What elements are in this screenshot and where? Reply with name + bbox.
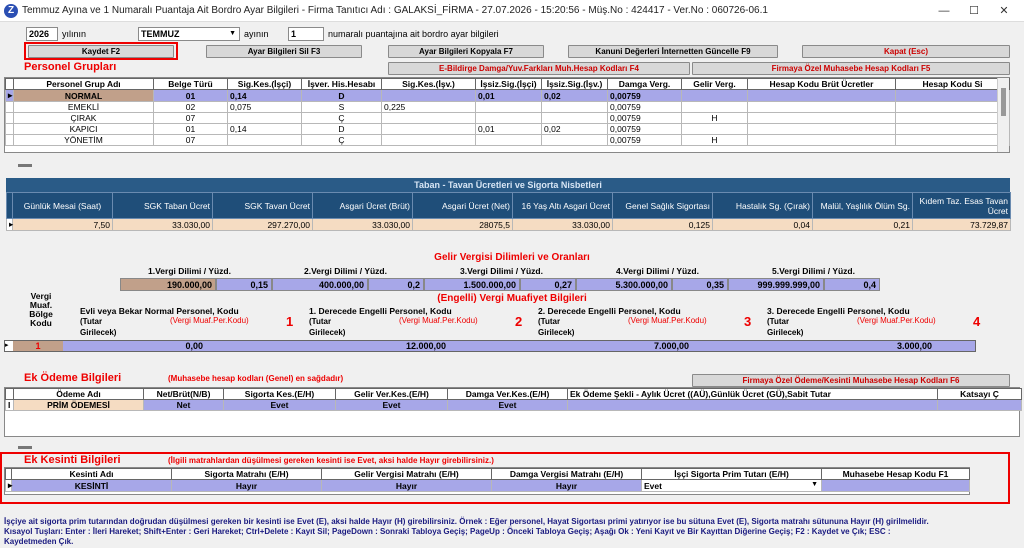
table-cell[interactable]: NORMAL [14,90,154,102]
personel-header: İşver. His.Hesabı [302,79,382,90]
table-cell[interactable]: 0,02 [542,124,608,135]
table-cell[interactable] [748,90,896,102]
table-cell[interactable] [476,135,542,146]
engelli-code-label: (Vergi Muaf.Per.Kodu) [857,316,936,325]
engelli-col-number: 1 [286,314,294,329]
table-cell[interactable]: EMEKLİ [14,102,154,113]
personel-scrollbar[interactable] [997,78,1009,152]
table-cell[interactable] [476,102,542,113]
kesinti-cell[interactable]: Hayır [492,480,642,492]
table-cell[interactable] [476,113,542,124]
kesinti-grid [4,467,970,495]
gelir-header: 2.Vergi Dilimi / Yüzd. [304,266,387,276]
personel-header: Gelir Verg. [682,79,748,90]
engelli-value[interactable]: 7.000,00 [653,341,689,351]
taban-value[interactable]: 0,04 [713,219,813,231]
table-cell[interactable]: H [682,135,748,146]
gelir-headers [120,266,900,276]
personel-table [5,78,1010,146]
table-cell[interactable]: Ç [302,135,382,146]
month-label: ayının [244,29,269,39]
row-pointer-icon: ▸ [6,480,12,492]
gelir-header: 4.Vergi Dilimi / Yüzd. [616,266,699,276]
save-button[interactable]: Kaydet F2 [28,45,174,58]
gelir-limit[interactable]: 1.500.000,00 [424,278,520,291]
odeme-header: Damga Ver.Kes.(E/H) [448,389,568,400]
personel-header: Belge Türü [154,79,228,90]
minimize-button[interactable]: — [938,5,950,17]
personel-header: Personel Grup Adı [14,79,154,90]
odeme-cell[interactable]: Net [144,400,224,411]
kesinti-cell[interactable] [822,480,970,492]
taban-header: Günlük Mesai (Saat) [13,193,113,219]
table-cell[interactable] [682,124,748,135]
personel-header: Sig.Kes.(İşçi) [228,79,302,90]
table-cell[interactable]: 0,14 [228,124,302,135]
taban-table [6,192,1011,231]
table-cell[interactable] [682,90,748,102]
engelli-tutar-label: (Tutar Girilecek) [80,317,117,337]
odeme-header: Sigorta Kes.(E/H) [224,389,336,400]
help-line-2: Kısayol Tuşları: Enter : İleri Hareket; Shift+Enter : Geri Hareket; Ctrl+Delete : Kayıt Sil; PageDown : Sonraki Tabloya Geçiş; PageUp : Önceki Tabloya Geçiş; Aşağı Ok : Yeni Kayıt ve Bir Kayıttan Diğerine Geçiş; F2 : Kaydet ve Çık; ESC : [4,527,891,536]
table-cell[interactable]: 01 [154,90,228,102]
odeme-header: Ödeme Adı [14,389,144,400]
table-cell[interactable]: 07 [154,113,228,124]
row-pointer-icon [6,102,14,113]
table-row[interactable] [6,113,1010,124]
odeme-cell[interactable]: Evet [224,400,336,411]
row-pointer-icon: ▸ [7,219,13,231]
table-row[interactable] [6,124,1010,135]
personel-section-title: Personel Grupları [24,61,117,73]
odeme-grid [4,387,1020,437]
taban-header: Asgari Ücret (Brüt) [313,193,413,219]
gelir-section-title: Gelir Vergisi Dilimleri ve Oranları [434,252,590,263]
engelli-code-label: (Vergi Muaf.Per.Kodu) [628,316,707,325]
table-cell[interactable]: 0,02 [542,90,608,102]
table-cell[interactable]: 07 [154,135,228,146]
table-cell[interactable] [896,113,1010,124]
engelli-row [4,340,976,352]
engelli-code-label: (Vergi Muaf.Per.Kodu) [170,316,249,325]
gelir-header: 5.Vergi Dilimi / Yüzd. [772,266,855,276]
help-line-1: İşçiye ait sigorta prim tutarından doğrudan düşülmesi gereken bir kesinti ise Evet (E), aksi halde Hayır (H) girebilirsiniz. Örnek : Eğer personel, Hayat Sigortası primi yatırıyor ise bu sütuna Evet (E), Sigorta matrahı sütununa Hayır (H) girilmelidir. [4,517,929,526]
firm-account-codes-button[interactable]: Firmaya Özel Muhasebe Hesap Kodları F5 [692,62,1010,75]
close-button[interactable]: Kapat (Esc) [802,45,1010,58]
gelir-rate[interactable]: 0,4 [824,278,880,291]
puantaj-input[interactable]: 1 [288,27,324,41]
taban-section-title: Taban - Tavan Ücretleri ve Sigorta Nisbetleri [6,178,1010,192]
table-cell[interactable]: 0,225 [382,102,476,113]
taban-value[interactable]: 7,50 [13,219,113,231]
personel-header: Sig.Kes.(İşv.) [382,79,476,90]
kesinti-cell[interactable]: KESİNTİ [12,480,172,492]
kesinti-header: Sigorta Matrahı (E/H) [172,469,322,480]
taban-header: SGK Taban Ücret [113,193,213,219]
sgk-prim-select-value: Evet [644,480,662,491]
gelir-header: 1.Vergi Dilimi / Yüzd. [148,266,231,276]
region-code-value[interactable]: 1 [13,341,63,351]
table-cell[interactable]: Ç [302,113,382,124]
window-title: Temmuz Ayına ve 1 Numaralı Puantaja Ait Bordro Ayar Bilgileri - Firma Tanıtıcı Adı : GALAKSİ_FİRMA - 27.07.2026 - 15:20:56 - Müş.No : 424417 - Ver.No : 060726-06.1 [22,5,768,16]
gelir-rate[interactable]: 0,35 [672,278,728,291]
table-cell[interactable] [382,135,476,146]
odeme-header: Katsayı Ç [938,389,1022,400]
table-cell[interactable]: KAPICI [14,124,154,135]
engelli-tutar-label: (Tutar Girilecek) [767,317,804,337]
help-line-3: Kaydetmeden Çık. [4,537,74,546]
personel-header: İşsiz.Sig.(İşv.) [542,79,608,90]
odeme-cell[interactable]: Evet [448,400,568,411]
month-select[interactable] [138,27,240,41]
chevron-down-icon[interactable]: ▼ [811,480,818,488]
table-cell[interactable] [382,113,476,124]
gelir-rate[interactable]: 0,2 [368,278,424,291]
table-cell[interactable]: 0,00759 [608,90,682,102]
engelli-col-header: 2. Derecede Engelli Personel, Kodu [538,306,681,316]
engelli-col-number: 2 [515,314,523,329]
maximize-button[interactable]: ☐ [969,5,979,17]
table-cell[interactable] [896,90,1010,102]
row-pointer-icon: ▸ [6,90,14,102]
row-pointer-icon: ▸ [5,341,13,351]
row-pointer-icon: I [6,400,14,411]
gelir-limit[interactable]: 400.000,00 [272,278,368,291]
table-cell[interactable]: 0,00759 [608,124,682,135]
gelir-values [120,278,910,291]
table-cell[interactable] [542,102,608,113]
taban-header: Malül, Yaşlılık Ölüm Sg. [813,193,913,219]
table-cell[interactable]: 02 [154,102,228,113]
taban-header: 16 Yaş Altı Asgari Ücret [513,193,613,219]
engelli-col-number: 3 [744,314,752,329]
table-cell[interactable] [542,135,608,146]
kesinti-header: İşçi Sigorta Prim Tutarı (E/H) [642,469,822,480]
table-row[interactable] [6,90,1010,102]
engelli-tutar-label: (Tutar Girilecek) [538,317,575,337]
engelli-value[interactable]: 0,00 [185,341,203,351]
taban-value[interactable]: 33.030,00 [513,219,613,231]
taban-header: Asgari Ücret (Net) [413,193,513,219]
gelir-rate[interactable]: 0,15 [216,278,272,291]
splitter-handle[interactable] [18,164,32,167]
odeme-header: Gelir Ver.Kes.(E/H) [336,389,448,400]
odeme-section-title: Ek Ödeme Bilgileri [24,372,122,384]
table-cell[interactable]: S [302,102,382,113]
region-code-label: Vergi Muaf. Bölge Kodu [29,291,53,328]
table-cell[interactable] [682,102,748,113]
table-cell[interactable] [542,113,608,124]
table-cell[interactable] [748,102,896,113]
puantaj-label: numaralı puantajına ait bordro ayar bilgileri [328,29,499,39]
kesinti-cell[interactable]: Hayır [172,480,322,492]
odeme-header: Net/Brüt(N/B) [144,389,224,400]
table-cell[interactable]: 01 [154,124,228,135]
table-cell[interactable]: 0,00759 [608,102,682,113]
table-cell[interactable] [896,135,1010,146]
year-input[interactable]: 2026 [26,27,58,41]
table-cell[interactable]: 0,00759 [608,113,682,124]
taban-header: Hastalık Sg. (Çırak) [713,193,813,219]
table-cell[interactable] [896,124,1010,135]
gelir-limit[interactable]: 5.300.000,00 [576,278,672,291]
taban-header: Kıdem Taz. Esas Tavan Ücret [913,193,1011,219]
ebildirge-codes-button[interactable]: E-Bildirge Damga/Yuv.Farkları Muh.Hesap Kodları F4 [388,62,690,75]
odeme-table [5,388,1022,411]
taban-value[interactable]: 33.030,00 [313,219,413,231]
row-pointer-icon [6,135,14,146]
splitter-handle-2[interactable] [18,446,32,449]
personel-header: Hesap Kodu Si [896,79,1010,90]
taban-header: SGK Tavan Ücret [213,193,313,219]
engelli-col-header: 1. Derecede Engelli Personel, Kodu [309,306,452,316]
chevron-down-icon: ▼ [229,30,236,37]
close-window-button[interactable]: ✕ [999,5,1009,17]
engelli-tutar-label: (Tutar Girilecek) [309,317,346,337]
engelli-headers [60,306,1020,340]
table-cell[interactable] [382,90,476,102]
table-cell[interactable]: 0,075 [228,102,302,113]
table-cell[interactable]: YÖNETİM [14,135,154,146]
table-cell[interactable]: ÇIRAK [14,113,154,124]
personel-grid [4,77,1010,153]
table-cell[interactable]: D [302,124,382,135]
update-online-button[interactable]: Kanuni Değerleri İnternetten Güncelle F9 [568,45,778,58]
row-pointer-icon [6,124,14,135]
gelir-limit[interactable]: 999.999.999,00 [728,278,824,291]
personel-header: İşsiz.Sig.(İşçi) [476,79,542,90]
table-cell[interactable] [382,124,476,135]
odeme-note: (Muhasebe hesap kodları (Genel) en sağdadır) [168,374,344,383]
delete-settings-button[interactable]: Ayar Bilgileri Sil F3 [206,45,362,58]
odeme-cell[interactable]: PRİM ÖDEMESİ [14,400,144,411]
table-row[interactable] [6,135,1010,146]
table-cell[interactable]: 0,14 [228,90,302,102]
copy-settings-button[interactable]: Ayar Bilgileri Kopyala F7 [388,45,544,58]
odeme-header: Ek Ödeme Şekli - Aylık Ücret ((AÜ),Günlük Ücret (GÜ),Sabit Tutar [568,389,938,400]
kesinti-section-title: Ek Kesinti Bilgileri [24,454,121,466]
engelli-value[interactable]: 12.000,00 [405,341,446,351]
gelir-rate[interactable]: 0,27 [520,278,576,291]
engelli-section-title: (Engelli) Vergi Muafiyet Bilgileri [437,293,587,304]
personel-header: Hesap Kodu Brüt Ücretler [748,79,896,90]
table-cell[interactable] [748,113,896,124]
taban-header: Genel Sağlık Sigortası [613,193,713,219]
firm-payment-codes-button[interactable]: Firmaya Özel Ödeme/Kesinti Muhasebe Hesap Kodları F6 [692,374,1010,387]
row-pointer-icon [6,113,14,124]
engelli-col-header: Evli veya Bekar Normal Personel, Kodu [80,306,239,316]
month-value: TEMMUZ [141,29,180,39]
table-cell[interactable]: H [682,113,748,124]
engelli-code-label: (Vergi Muaf.Per.Kodu) [399,316,478,325]
table-cell[interactable]: 0,01 [476,124,542,135]
table-cell[interactable] [228,113,302,124]
engelli-col-header: 3. Derecede Engelli Personel, Kodu [767,306,910,316]
taban-value[interactable]: 0,21 [813,219,913,231]
app-logo-icon: Z [4,4,18,18]
table-cell[interactable] [228,135,302,146]
engelli-col-number: 4 [973,314,981,329]
odeme-cell[interactable] [568,400,938,411]
odeme-cell[interactable] [938,400,1022,411]
odeme-cell[interactable]: Evet [336,400,448,411]
table-cell[interactable] [896,102,1010,113]
kesinti-cell[interactable]: Hayır [322,480,492,492]
taban-value[interactable]: 297.270,00 [213,219,313,231]
kesinti-header: Muhasebe Hesap Kodu F1 [822,469,970,480]
table-cell[interactable]: 0,00759 [608,135,682,146]
personel-header: Damga Verg. [608,79,682,90]
table-cell[interactable]: D [302,90,382,102]
taban-value[interactable]: 73.729,87 [913,219,1011,231]
kesinti-note: (İlgili matrahlardan düşülmesi gereken kesinti ise Evet, aksi halde Hayır girebilirsiniz.) [168,456,494,465]
kesinti-table [5,468,970,492]
help-text [4,517,1022,547]
table-cell[interactable]: 0,01 [476,90,542,102]
kesinti-cell[interactable] [642,480,822,492]
kesinti-header: Gelir Vergisi Matrahı (E/H) [322,469,492,480]
taban-value[interactable]: 0,125 [613,219,713,231]
gelir-limit[interactable]: 190.000,00 [120,278,216,291]
kesinti-header: Damga Vergisi Matrahı (E/H) [492,469,642,480]
table-row[interactable] [6,102,1010,113]
taban-value[interactable]: 33.030,00 [113,219,213,231]
kesinti-header: Kesinti Adı [12,469,172,480]
table-cell[interactable] [748,135,896,146]
engelli-value[interactable]: 3.000,00 [896,341,932,351]
table-cell[interactable] [748,124,896,135]
gelir-header: 3.Vergi Dilimi / Yüzd. [460,266,543,276]
year-label: yılının [62,29,87,39]
title-bar [0,0,1024,22]
taban-value[interactable]: 28075,5 [413,219,513,231]
